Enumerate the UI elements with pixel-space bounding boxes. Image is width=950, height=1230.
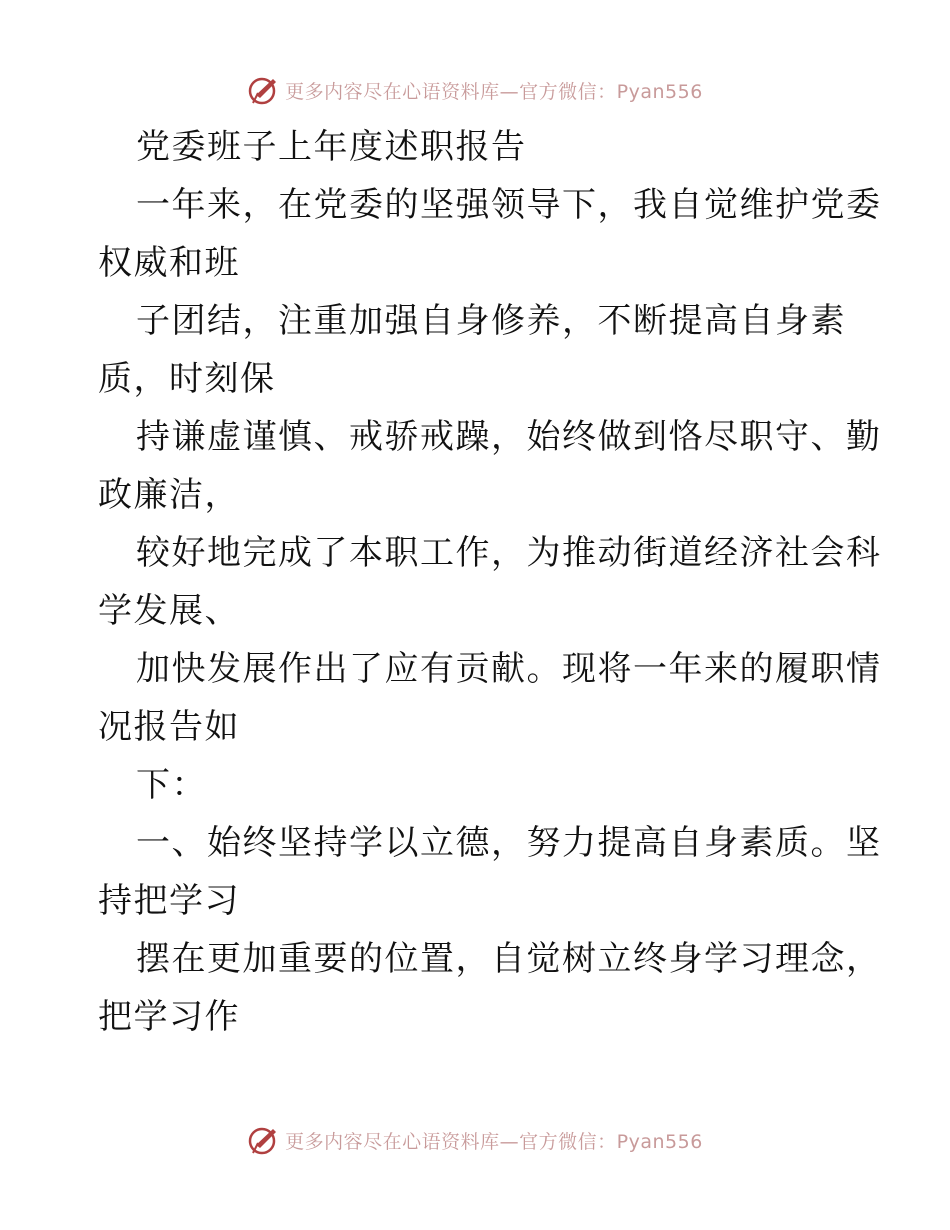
text-line: 一年来，在党委的坚强领导下，我自觉维护党委 xyxy=(136,185,882,225)
text-line: 较好地完成了本职工作，为推动街道经济社会科 xyxy=(136,533,882,573)
text-line: 质，时刻保 xyxy=(98,359,276,399)
text-line: 摆在更加重要的位置，自觉树立终身学习理念， xyxy=(136,939,882,979)
text-line: 把学习作 xyxy=(98,997,240,1037)
text-line: 子团结，注重加强自身修养，不断提高自身素 xyxy=(136,301,846,341)
watermark-text: 更多内容尽在心语资料库—官方微信：Pyan556 xyxy=(285,1130,703,1153)
doc-title: 党委班子上年度述职报告 xyxy=(136,127,527,167)
watermark-text: 更多内容尽在心语资料库—官方微信：Pyan556 xyxy=(285,80,703,103)
text-line: 下： xyxy=(136,765,207,805)
text-line: 持谦虚谨慎、戒骄戒躁，始终做到恪尽职守、勤 xyxy=(136,417,882,457)
header-watermark xyxy=(0,70,950,110)
footer-watermark xyxy=(0,1120,950,1160)
quill-logo-icon xyxy=(247,73,281,107)
text-line: 持把学习 xyxy=(98,881,240,921)
text-line: 政廉洁， xyxy=(98,475,240,515)
section-heading-line: 一、始终坚持学以立德，努力提高自身素质。坚 xyxy=(136,823,882,863)
text-line: 加快发展作出了应有贡献。现将一年来的履职情 xyxy=(136,649,882,689)
text-line: 权威和班 xyxy=(98,243,240,283)
quill-logo-icon xyxy=(247,1123,281,1157)
document-body xyxy=(98,118,882,1046)
text-line: 况报告如 xyxy=(98,707,240,747)
text-line: 学发展、 xyxy=(98,591,240,631)
